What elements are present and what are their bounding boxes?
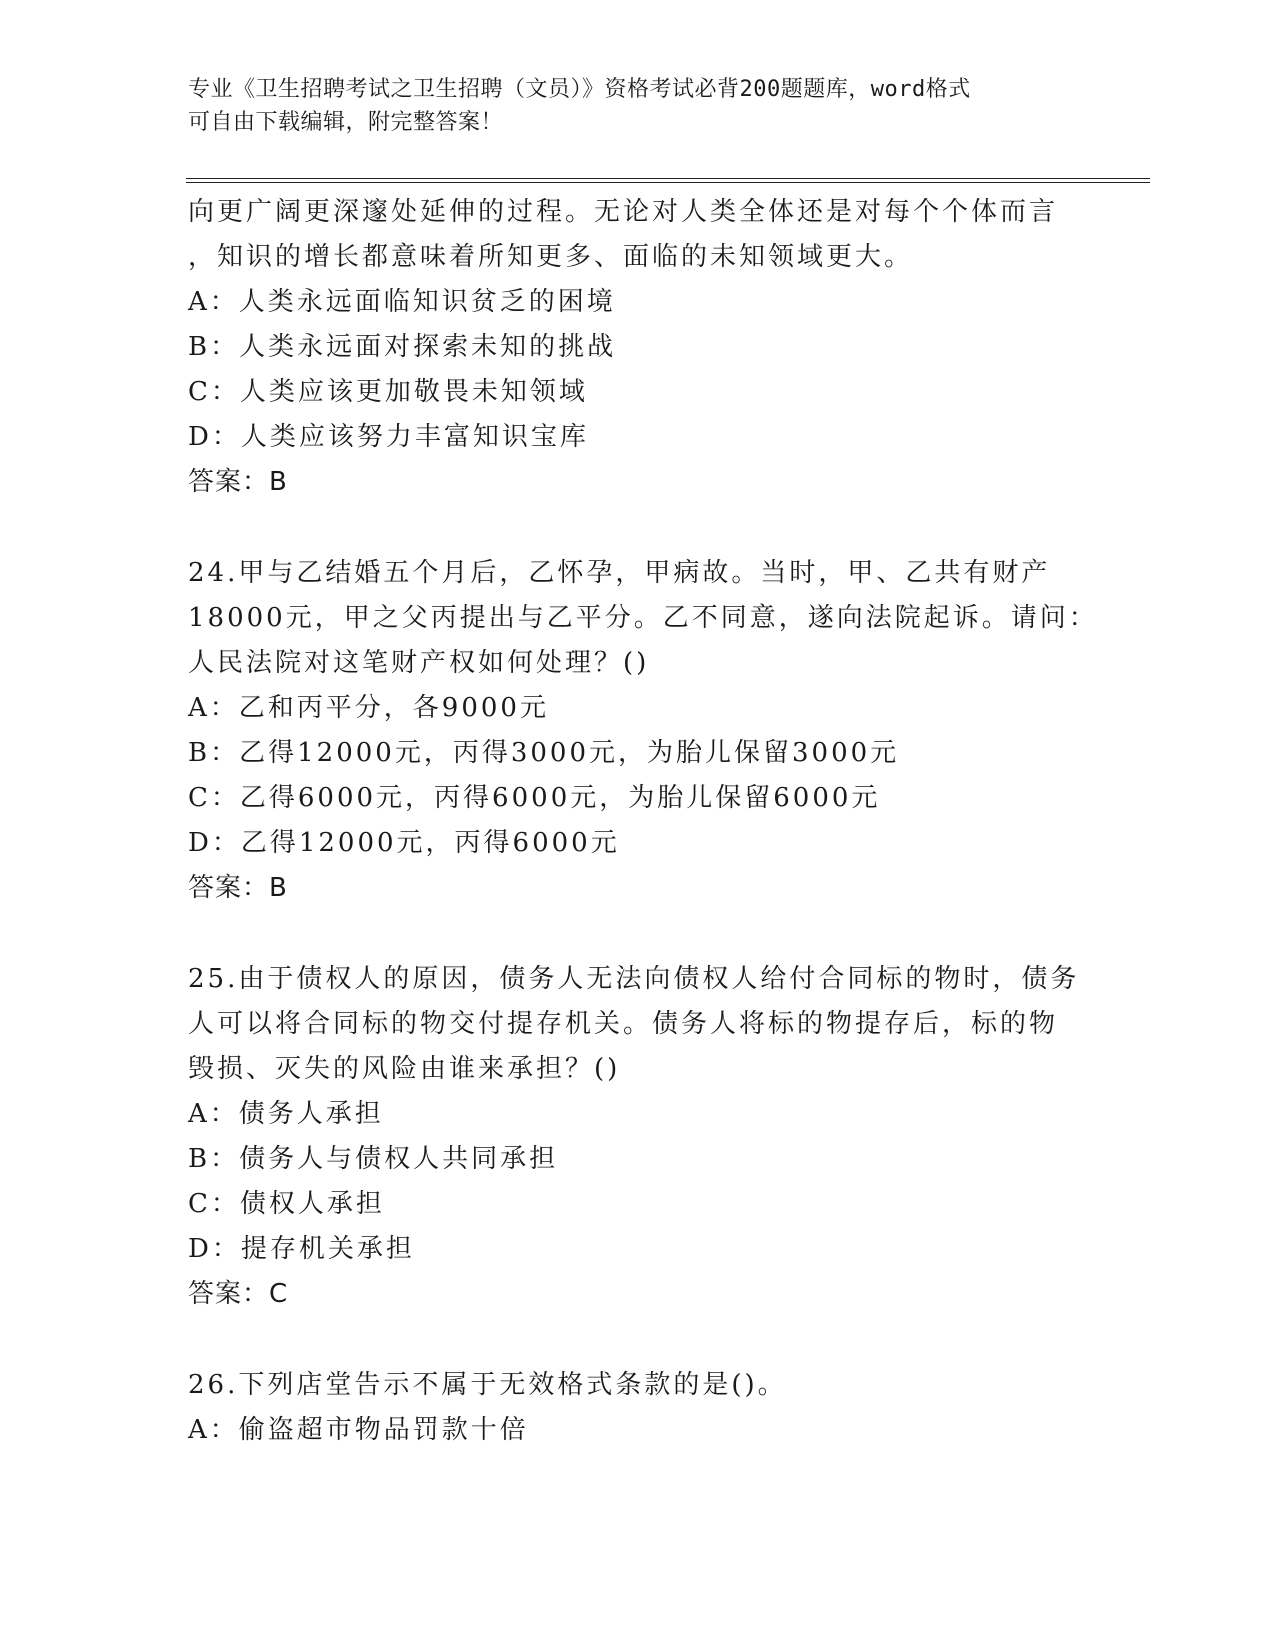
header-divider: [186, 178, 1150, 183]
question-text-line: 人可以将合同标的物交付提存机关。债务人将标的物提存后，标的物: [188, 1009, 1059, 1039]
option-b: B：乙得12000元，丙得3000元，为胎儿保留3000元: [188, 738, 900, 768]
option-a: A：乙和丙平分，各9000元: [188, 693, 549, 723]
document-header: [188, 73, 1088, 139]
option-b: B：债务人与债权人共同承担: [188, 1144, 559, 1174]
answer-line: 答案：B: [188, 467, 288, 497]
header-title-line-2: 可自由下载编辑，附完整答案！: [188, 110, 504, 135]
header-title-line-1: 专业《卫生招聘考试之卫生招聘（文员）》资格考试必背200题题库，word格式: [188, 77, 971, 102]
question-24: [188, 551, 1118, 911]
question-text-line: 毁损、灭失的风险由谁来承担？(): [188, 1054, 621, 1084]
question-text-line: ，知识的增长都意味着所知更多、面临的未知领域更大。: [188, 242, 914, 272]
question-continuation: [188, 190, 1118, 505]
question-text-line: 向更广阔更深邃处延伸的过程。无论对人类全体还是对每个个体而言: [188, 197, 1059, 227]
option-a: A：人类永远面临知识贫乏的困境: [188, 287, 616, 317]
option-c: C：人类应该更加敬畏未知领域: [188, 377, 588, 407]
answer-line: 答案：B: [188, 873, 288, 903]
option-d: D：乙得12000元，丙得6000元: [188, 828, 620, 858]
option-c: C：乙得6000元，丙得6000元，为胎儿保留6000元: [188, 783, 881, 813]
option-d: D：人类应该努力丰富知识宝库: [188, 422, 589, 452]
option-d: D：提存机关承担: [188, 1234, 415, 1264]
question-text-line: 26.下列店堂告示不属于无效格式条款的是()。: [188, 1370, 787, 1400]
question-text-line: 人民法院对这笔财产权如何处理？(): [188, 648, 650, 678]
option-b: B：人类永远面对探索未知的挑战: [188, 332, 617, 362]
question-25: [188, 957, 1118, 1317]
option-a: A：偷盗超市物品罚款十倍: [188, 1415, 529, 1445]
option-c: C：债权人承担: [188, 1189, 385, 1219]
question-text-line: 24.甲与乙结婚五个月后，乙怀孕，甲病故。当时，甲、乙共有财产: [188, 558, 1051, 588]
document-body: [188, 190, 1118, 1453]
option-a: A：债务人承担: [188, 1099, 384, 1129]
question-26: [188, 1363, 1118, 1453]
question-text-line: 25.由于债权人的原因，债务人无法向债权人给付合同标的物时，债务: [188, 964, 1080, 994]
answer-line: 答案：C: [188, 1279, 289, 1309]
question-text-line: 18000元，甲之父丙提出与乙平分。乙不同意，遂向法院起诉。请问：: [188, 603, 1098, 633]
